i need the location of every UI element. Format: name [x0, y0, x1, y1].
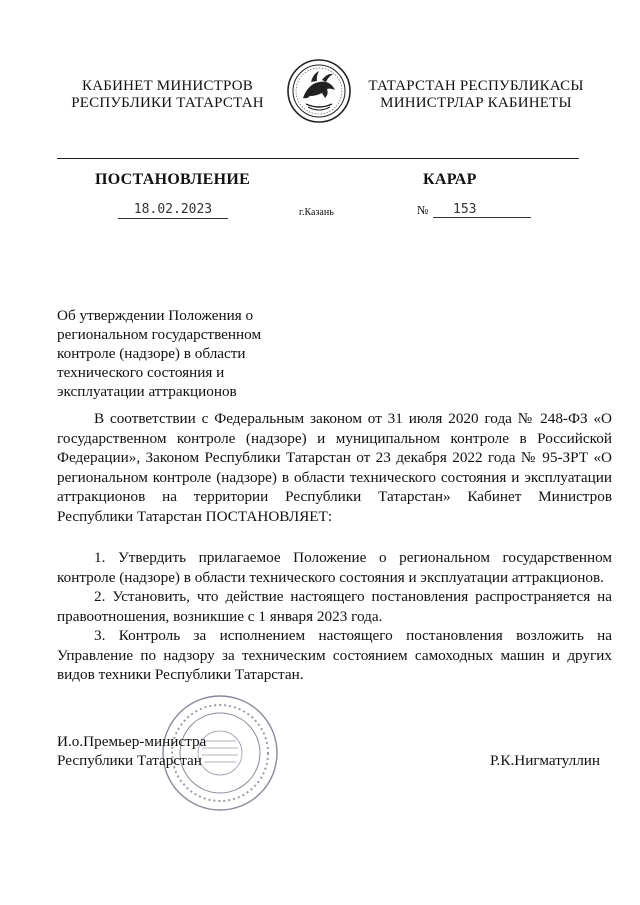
- title-postanovlenie: ПОСТАНОВЛЕНИЕ: [95, 171, 251, 188]
- document-city: г.Казань: [299, 207, 334, 218]
- preamble-paragraph: В соответствии с Федеральным законом от 31 июля 2020 года № 248-ФЗ «О государственном контроле (надзоре) и муниципальном контроле в Российской Федерации», Законом Республики Татарстан от 23 декабря 2022 года № 95-ЗРТ «О региональном контроле (надзоре) в области технического состояния и эксплуатации аттракционов на территории Республики Татарстан» Кабинет Министров Республики Татарстан ПОСТАНОВЛЯЕТ:: [57, 410, 612, 525]
- signatory-position: [57, 732, 206, 770]
- title-karar: КАРАР: [423, 171, 477, 188]
- document-subject: Об утверждении Положения о региональном государственном контроле (надзоре) в области технического состояния и эксплуатации аттракционов: [57, 307, 262, 400]
- number-label: №: [417, 203, 429, 217]
- resolution-item-3: 3. Контроль за исполнением настоящего постановления возложить на Управление по надзору за техническим состоянием самоходных машин и других видов техники Республики Татарстан.: [57, 627, 612, 683]
- header-left-line2: РЕСПУБЛИКИ ТАТАРСТАН: [71, 95, 264, 111]
- header-left: [60, 78, 275, 112]
- signatory-name: Р.К.Нигматуллин: [490, 752, 601, 769]
- header-right: [356, 78, 596, 112]
- header-divider: [57, 158, 579, 159]
- header-right-line2: МИНИСТРЛАР КАБИНЕТЫ: [380, 95, 572, 111]
- signatory-position-line1: И.о.Премьер-министра: [57, 733, 207, 750]
- signatory-position-line2: Республики Татарстан: [57, 752, 202, 769]
- document-date: 18.02.2023: [118, 202, 228, 219]
- resolution-item-2: 2. Установить, что действие настоящего постановления распространяется на правоотношения, возникшие с 1 января 2023 года.: [57, 588, 612, 625]
- header-right-line1: ТАТАРСТАН РЕСПУБЛИКАСЫ: [368, 78, 584, 94]
- preamble-section: [57, 409, 612, 526]
- header-left-line1: КАБИНЕТ МИНИСТРОВ: [82, 78, 253, 94]
- resolution-items: [57, 548, 612, 685]
- tatarstan-emblem-icon: [286, 58, 352, 124]
- resolution-item-1: 1. Утвердить прилагаемое Положение о региональном государственном контроле (надзоре) в области технического состояния и эксплуатации аттракционов.: [57, 549, 612, 586]
- document-number: 153: [433, 202, 531, 218]
